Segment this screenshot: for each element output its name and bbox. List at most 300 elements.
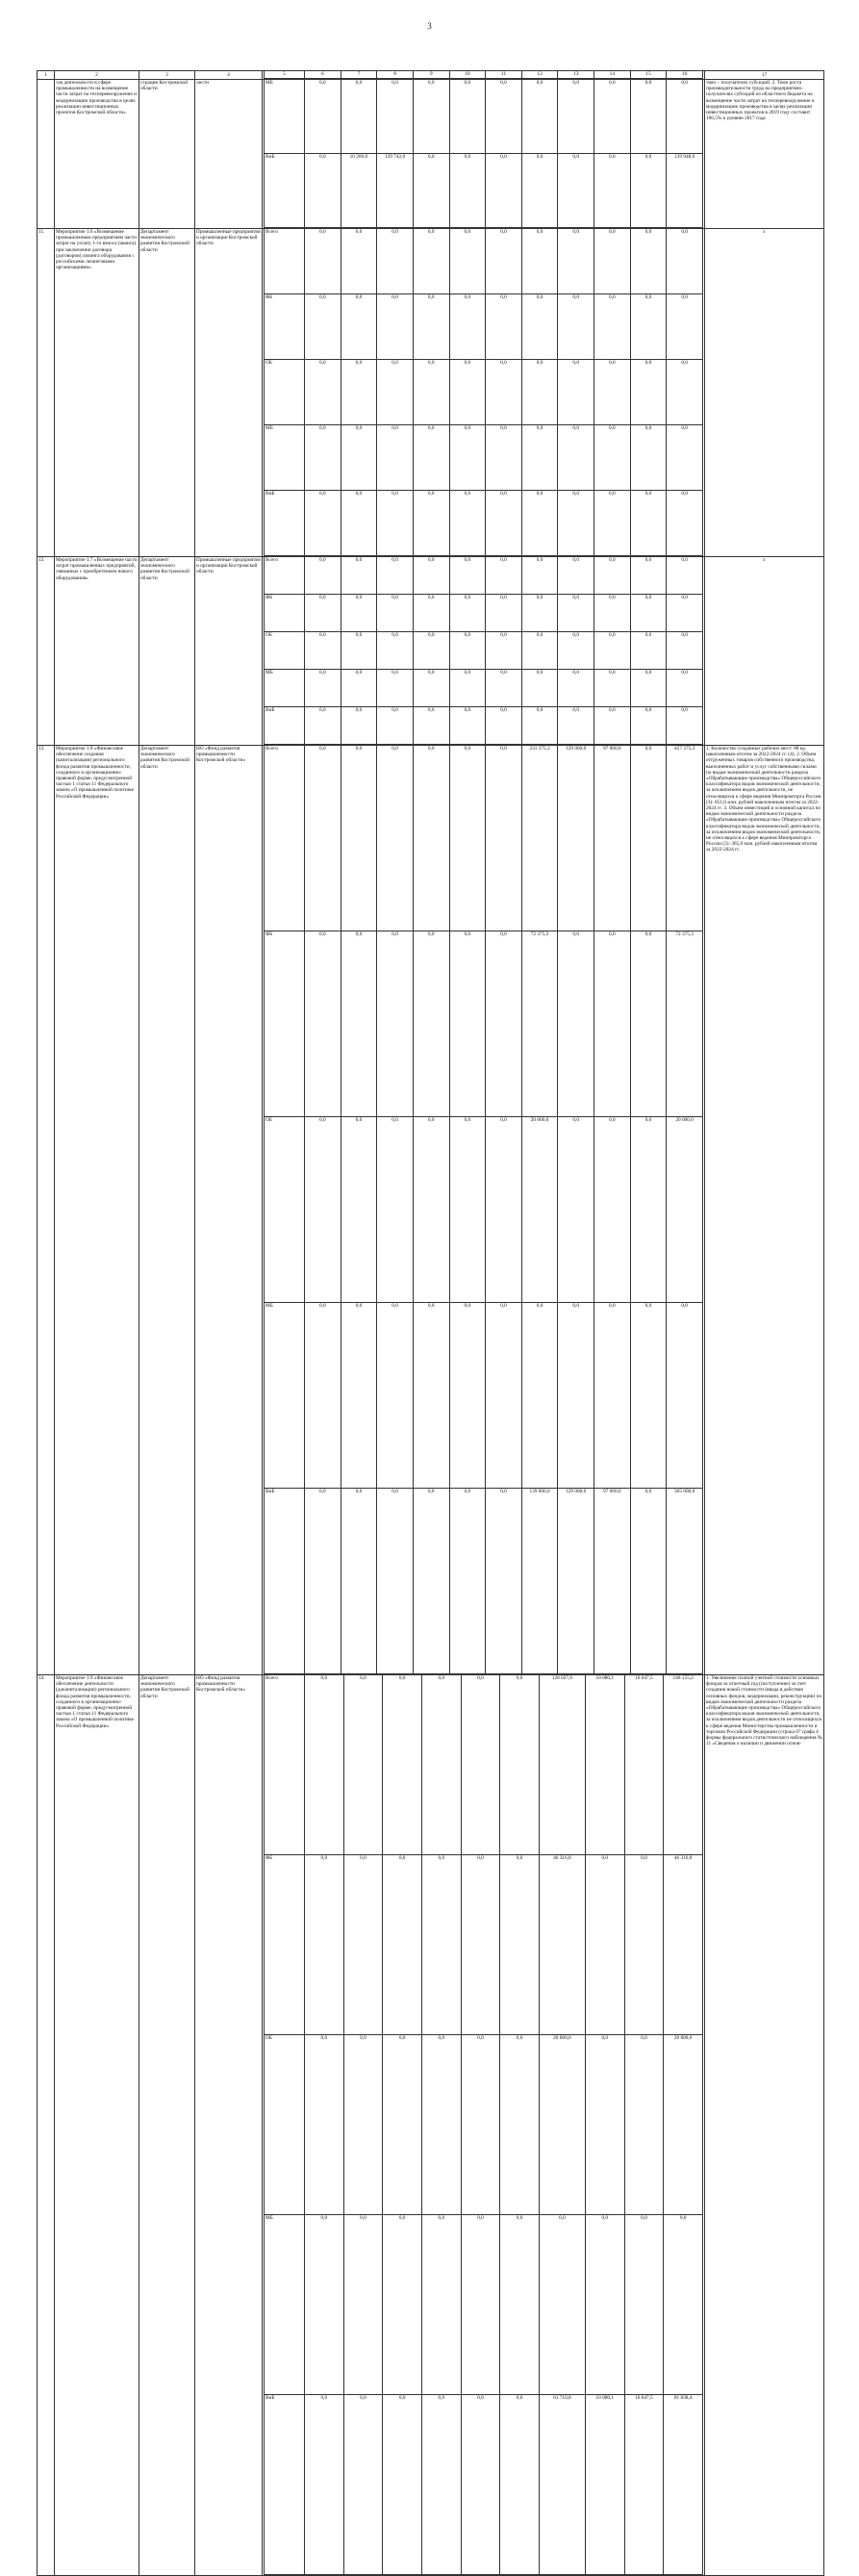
value: 0,0	[585, 2035, 624, 2215]
values-cell	[263, 80, 705, 229]
source-label: Всего	[265, 557, 305, 595]
value-row	[265, 80, 703, 154]
value: 0,0	[594, 931, 631, 1117]
value: 0,0	[341, 80, 377, 154]
header-cell: 1	[38, 71, 55, 80]
value: 0,0	[305, 2395, 344, 2575]
measure-cell: так деятельности в сфере промышленности на возмещение части затрат на техперевооружение и модернизацию производства в целях реализации инвестиционных проектов Костромской области»	[55, 80, 139, 229]
value: 0,0	[461, 1675, 500, 1855]
value-row	[265, 1675, 703, 1855]
value: 72 375,3	[667, 931, 703, 1117]
value: 0,0	[521, 557, 558, 595]
header-numbers	[263, 71, 705, 80]
value: 0,0	[377, 707, 414, 745]
value: 0,0	[377, 80, 414, 154]
value-row	[265, 425, 703, 491]
value: 0,0	[521, 632, 558, 670]
value: 0,0	[667, 632, 703, 670]
value: 0,0	[341, 595, 377, 632]
value: 0,0	[383, 2395, 422, 2575]
measure-cell: Мероприятие 1.7 «Возмещение части затрат промышленных предприятий, связанных с приобретением нового оборудования»	[55, 557, 139, 746]
value: 0,0	[667, 425, 703, 491]
source-label: ФБ	[265, 294, 305, 360]
value-row	[265, 1855, 703, 2035]
value: 0,0	[413, 154, 449, 228]
value: 0,0	[341, 746, 377, 931]
value-row	[265, 491, 703, 556]
value: 0,0	[486, 746, 522, 931]
header-cell: 17	[705, 71, 824, 80]
value: 0,0	[594, 670, 631, 707]
values-cell	[263, 1675, 705, 2576]
value: 0,0	[486, 931, 522, 1117]
value: 0,0	[585, 1855, 624, 2035]
header-cell: 9	[413, 71, 449, 79]
value: 0,0	[341, 360, 377, 425]
value: 0,0	[421, 2215, 461, 2395]
value: 0,0	[421, 1855, 461, 2035]
value: 0,0	[305, 491, 341, 556]
value: 0,0	[461, 2035, 500, 2215]
value: 72 375,3	[521, 931, 558, 1117]
value: 97 000,0	[594, 746, 631, 931]
value: 0,0	[341, 931, 377, 1117]
value: 20 000,0	[521, 1117, 558, 1303]
value: 0,0	[630, 491, 667, 556]
value: 0,0	[630, 595, 667, 632]
value: 0,0	[413, 670, 449, 707]
value: 0,0	[449, 632, 486, 670]
value: 0,0	[305, 1117, 341, 1303]
header-cell: 8	[377, 71, 414, 79]
value: 0,0	[558, 632, 594, 670]
table-row	[38, 1675, 824, 2576]
table-row	[38, 80, 824, 229]
value: 61 710,8	[539, 2395, 585, 2575]
value: 0,0	[521, 80, 558, 154]
row-number: 11.	[38, 229, 55, 557]
source-label: ОБ	[265, 1117, 305, 1303]
value: 0,0	[624, 1855, 664, 2035]
value: 129 742,0	[377, 154, 414, 228]
value: 0,0	[558, 425, 594, 491]
page-number: 3	[427, 21, 432, 31]
value: 0,0	[594, 154, 631, 228]
measure-cell: Мероприятие 1.6 «Возмещение промышленным предприятиям части затрат на уплату 1-го взноса (аванса) при заключении договора (договоров) лизинга оборудования с российскими лизинговыми организациями»	[55, 229, 139, 557]
value: 0,0	[630, 80, 667, 154]
participants-cell: НО «Фонд развития промышленности Костромской области»	[195, 1675, 263, 2576]
table-row	[38, 746, 824, 1675]
value: 0,0	[667, 294, 703, 360]
value: 0,0	[624, 2035, 664, 2215]
value: 0,0	[413, 557, 449, 595]
value: 0,0	[413, 1489, 449, 1674]
value: 0,0	[413, 425, 449, 491]
executor-cell: Департамент экономического развития Костромской области	[139, 1675, 195, 2576]
value: 0,0	[305, 707, 341, 745]
value: 0,0	[305, 746, 341, 931]
table-row	[38, 557, 824, 746]
value: 0,0	[341, 557, 377, 595]
result-cell: 1. Количество созданных рабочих мест: 88 ед. накопленным итогом за 2022-2024 гг. (4). 2. Объем отгруженных товаров собственного производства, выполненных работ и услуг собственными силами по видам экономической деятельности раздела «Обрабатывающие производства» Общероссийского классификатора видов экономической деятельности, за исключением видов деятельности, не относящихся к сфере ведения Минпромторга России (3): 851,0 млн. рублей накопленным итогом за 2022-2024 гг. 3. Объем инвестиций в основной капитал по видам экономической деятельности раздела «Обрабатывающие производства» Общероссийского классификатора видов экономической деятельности, за исключением видов экономической деятельности, не относящихся к сфере ведения Минпромторга России (3): 365,0 млн. рублей накопленным итогом за 2022-2024 гг.	[705, 746, 824, 1675]
value: 0,0	[486, 595, 522, 632]
value: 0,0	[377, 425, 414, 491]
header-row	[38, 71, 824, 80]
source-label: ВнБ	[265, 707, 305, 745]
value: 0,0	[449, 491, 486, 556]
source-label: ОБ	[265, 360, 305, 425]
value: 0,0	[377, 746, 414, 931]
value: 0,0	[305, 670, 341, 707]
header-cell: 5	[265, 71, 305, 79]
value: 0,0	[630, 294, 667, 360]
value: 0,0	[500, 2215, 540, 2395]
value: 139 000,0	[521, 1489, 558, 1674]
value: 0,0	[449, 557, 486, 595]
value: 0,0	[667, 595, 703, 632]
value: 0,0	[594, 294, 631, 360]
value: 0,0	[413, 931, 449, 1117]
value: 0,0	[343, 1675, 383, 1855]
value: 0,0	[486, 229, 522, 294]
value: 0,0	[594, 707, 631, 745]
executor-cell: Департамент экономического развития Костромской области	[139, 229, 195, 557]
value-row	[265, 294, 703, 360]
value: 10 206,0	[341, 154, 377, 228]
value: 0,0	[305, 425, 341, 491]
source-label: ОБ	[265, 632, 305, 670]
executor-cell: Департамент экономического развития Костромской области	[139, 746, 195, 1675]
value: 0,0	[413, 491, 449, 556]
value: 0,0	[521, 425, 558, 491]
value: 0,0	[449, 1489, 486, 1674]
value: 20 000,0	[539, 2035, 585, 2215]
value: 0,0	[449, 294, 486, 360]
value: 0,0	[449, 425, 486, 491]
value: 0,0	[377, 360, 414, 425]
source-label: ВнБ	[265, 1489, 305, 1674]
value: 46 316,8	[664, 1855, 703, 2035]
participants-cell: Промышленные предприятия и организации Костромской области	[195, 557, 263, 746]
value: 0,0	[558, 1303, 594, 1489]
value-row	[265, 1489, 703, 1674]
value: 81 838,4	[664, 2395, 703, 2575]
source-label: МБ	[265, 670, 305, 707]
header-cell: 10	[449, 71, 486, 79]
source-label: Всего	[265, 1675, 305, 1855]
value: 0,0	[413, 707, 449, 745]
value-row	[265, 2035, 703, 2215]
value: 0,0	[500, 2395, 540, 2575]
source-label: ВнБ	[265, 154, 305, 228]
value: 148 155,2	[664, 1675, 703, 1855]
value: 128 027,6	[539, 1675, 585, 1855]
value: 0,0	[305, 294, 341, 360]
source-label: ВнБ	[265, 2395, 305, 2575]
row-number: 14.	[38, 1675, 55, 2576]
row-number: 13.	[38, 746, 55, 1675]
value: 0,0	[305, 1489, 341, 1674]
values-cell	[263, 557, 705, 746]
source-label: МБ	[265, 80, 305, 154]
value: 0,0	[667, 670, 703, 707]
value: 0,0	[377, 491, 414, 556]
value: 0,0	[630, 1303, 667, 1489]
value: 0,0	[449, 931, 486, 1117]
value: 0,0	[305, 2035, 344, 2215]
value: 0,0	[343, 1855, 383, 2035]
value: 0,0	[594, 491, 631, 556]
value: 0,0	[594, 425, 631, 491]
value: 0,0	[383, 2215, 422, 2395]
source-label: ВнБ	[265, 491, 305, 556]
value: 0,0	[305, 2215, 344, 2395]
value: 0,0	[486, 670, 522, 707]
value: 0,0	[558, 491, 594, 556]
row-number	[38, 80, 55, 229]
value: 0,0	[630, 425, 667, 491]
value: 0,0	[449, 670, 486, 707]
value: 0,0	[305, 229, 341, 294]
value-row	[265, 1303, 703, 1489]
value: 46 316,8	[539, 1855, 585, 2035]
value: 0,0	[377, 1489, 414, 1674]
value: 0,0	[413, 294, 449, 360]
result-cell: тиях – получателях субсидий. 2. Темп роста производительности труда на предприятиях-получателях субсидий из областного бюджета на возмещение части затрат на техперевооружение и модернизацию производства в целях реализации инвестиционных проектов в 2019 году составит 106,5% к уровню 2017 года	[705, 80, 824, 229]
value: 0,0	[630, 360, 667, 425]
value: 0,0	[558, 229, 594, 294]
value-row	[265, 1117, 703, 1303]
value: 457 375,3	[667, 746, 703, 931]
value: 0,0	[486, 1303, 522, 1489]
value: 0,0	[521, 595, 558, 632]
value: 0,0	[377, 294, 414, 360]
value: 0,0	[449, 80, 486, 154]
value: 0,0	[486, 707, 522, 745]
value: 0,0	[667, 80, 703, 154]
source-label: ФБ	[265, 595, 305, 632]
value: 0,0	[594, 1117, 631, 1303]
result-cell: 1. Увеличение полной учетной стоимости основных фондов за отчетный год (поступление) за счет создания новой стоимости (ввода в действие основных фондов, модернизации, реконструкции) по видам экономической деятельности раздела «Обрабатывающие производства» Общероссийского классификатора видов экономической деятельности, за исключением видов деятельности не относящихся к сфере ведения Министерства промышленности и торговли Российской Федерации (строка 07 графа 4 формы федерального статистического наблюдения № 11 «Сведения о наличии и движении основ-	[705, 1675, 824, 2576]
value: 0,0	[558, 707, 594, 745]
value: 0,0	[594, 632, 631, 670]
value: 0,0	[383, 2035, 422, 2215]
values-cell	[263, 229, 705, 557]
value: 10 047,5	[624, 2395, 664, 2575]
value: 0,0	[461, 2395, 500, 2575]
value: 0,0	[521, 1303, 558, 1489]
value: 0,0	[664, 2215, 703, 2395]
value: 0,0	[630, 632, 667, 670]
value: 0,0	[667, 707, 703, 745]
value: 10 047,5	[624, 1675, 664, 1855]
value: 0,0	[377, 557, 414, 595]
value: 0,0	[305, 557, 341, 595]
value: 0,0	[377, 229, 414, 294]
value: 0,0	[521, 707, 558, 745]
value: 0,0	[594, 557, 631, 595]
value: 0,0	[486, 557, 522, 595]
header-cell: 2	[55, 71, 139, 80]
header-cell: 12	[521, 71, 558, 79]
value: 0,0	[449, 746, 486, 931]
source-label: МБ	[265, 1303, 305, 1489]
value-row	[265, 746, 703, 931]
header-cell: 15	[630, 71, 667, 79]
value: 0,0	[486, 1489, 522, 1674]
value: 365 000,0	[667, 1489, 703, 1674]
value: 0,0	[558, 360, 594, 425]
value: 0,0	[449, 1117, 486, 1303]
value: 0,0	[341, 491, 377, 556]
value: 0,0	[413, 1117, 449, 1303]
header-cell: 13	[558, 71, 594, 79]
source-label: МБ	[265, 2215, 305, 2395]
value: 0,0	[343, 2395, 383, 2575]
value: 0,0	[486, 154, 522, 228]
value: 0,0	[377, 670, 414, 707]
value: 0,0	[630, 746, 667, 931]
value: 0,0	[449, 154, 486, 228]
value: 0,0	[305, 1855, 344, 2035]
value: 0,0	[421, 2035, 461, 2215]
value: 0,0	[486, 1117, 522, 1303]
value: 10 080,1	[585, 2395, 624, 2575]
executor-cell: Департамент экономического развития Костромской области	[139, 557, 195, 746]
header-cell: 6	[305, 71, 341, 79]
value: 0,0	[667, 491, 703, 556]
value: 0,0	[413, 746, 449, 931]
value: 0,0	[486, 632, 522, 670]
source-label: ФБ	[265, 931, 305, 1117]
header-cell: 16	[667, 71, 703, 79]
header-cell: 11	[486, 71, 522, 79]
value: 0,0	[594, 1303, 631, 1489]
source-label: Всего	[265, 229, 305, 294]
value: 0,0	[413, 595, 449, 632]
value: 0,0	[377, 632, 414, 670]
value: 0,0	[521, 229, 558, 294]
value: 0,0	[341, 1117, 377, 1303]
value: 0,0	[486, 360, 522, 425]
value: 0,0	[305, 1303, 341, 1489]
value: 0,0	[341, 1303, 377, 1489]
value: 0,0	[305, 632, 341, 670]
value: 0,0	[539, 2215, 585, 2395]
value: 0,0	[341, 707, 377, 745]
value: 0,0	[305, 80, 341, 154]
budget-table	[37, 70, 824, 2576]
value: 0,0	[343, 2035, 383, 2215]
value: 0,0	[558, 1117, 594, 1303]
value: 0,0	[630, 154, 667, 228]
participants-cell: листи	[195, 80, 263, 229]
result-cell: х	[705, 229, 824, 557]
value-row	[265, 670, 703, 707]
value: 0,0	[383, 1855, 422, 2035]
value: 0,0	[341, 632, 377, 670]
value: 0,0	[521, 360, 558, 425]
value: 0,0	[558, 154, 594, 228]
value: 0,0	[558, 80, 594, 154]
value: 0,0	[500, 2035, 540, 2215]
value: 20 000,0	[667, 1117, 703, 1303]
value: 0,0	[667, 360, 703, 425]
value: 0,0	[377, 931, 414, 1117]
header-cell: 3	[139, 71, 195, 80]
value-row	[265, 2215, 703, 2395]
value: 0,0	[667, 1303, 703, 1489]
value-row	[265, 360, 703, 425]
value: 0,0	[558, 557, 594, 595]
value: 0,0	[521, 670, 558, 707]
row-number: 12.	[38, 557, 55, 746]
value: 0,0	[500, 1675, 540, 1855]
source-label: ОБ	[265, 2035, 305, 2215]
value: 0,0	[341, 425, 377, 491]
value-row	[265, 2395, 703, 2575]
header-cell: 14	[594, 71, 631, 79]
value-row	[265, 931, 703, 1117]
value: 0,0	[305, 931, 341, 1117]
value: 0,0	[377, 1303, 414, 1489]
result-cell: х	[705, 557, 824, 746]
value: 0,0	[630, 707, 667, 745]
value: 20 000,0	[664, 2035, 703, 2215]
value: 0,0	[461, 1855, 500, 2035]
value: 0,0	[461, 2215, 500, 2395]
value-row	[265, 229, 703, 294]
value: 0,0	[421, 1675, 461, 1855]
value: 0,0	[341, 670, 377, 707]
value: 0,0	[630, 229, 667, 294]
value: 0,0	[449, 595, 486, 632]
value: 0,0	[594, 80, 631, 154]
value: 0,0	[630, 557, 667, 595]
value: 129 000,0	[558, 1489, 594, 1674]
value-row	[265, 707, 703, 745]
value: 0,0	[521, 491, 558, 556]
executor-cell: страции Костромской области	[139, 80, 195, 229]
value: 0,0	[343, 2215, 383, 2395]
measure-cell: Мероприятие 1.9 «Финансовое обеспечение деятельности (докапитализации) регионального фонда развития промышленности, созданного в организационно-правовой форме, предусмотренной частью 1 статьи 11 Федерального закона «О промышленной политике Российской Федерации»	[55, 1675, 139, 2576]
value: 0,0	[630, 1489, 667, 1674]
value: 0,0	[667, 557, 703, 595]
value: 0,0	[341, 1489, 377, 1674]
value: 0,0	[377, 595, 414, 632]
value: 0,0	[486, 425, 522, 491]
value: 0,0	[449, 707, 486, 745]
table-row	[38, 229, 824, 557]
value: 0,0	[486, 491, 522, 556]
values-cell	[263, 746, 705, 1675]
measure-cell: Мероприятие 1.8 «Финансовое обеспечение создания (капитализации) регионального фонда развития промышленности, созданного в организационно-правовой форме, предусмотренной частью 1 статьи 11 Федерального закона «О промышленной политике Российской Федерации»	[55, 746, 139, 1675]
value: 0,0	[421, 2395, 461, 2575]
value: 0,0	[413, 632, 449, 670]
value: 0,0	[486, 294, 522, 360]
value: 0,0	[341, 294, 377, 360]
value: 0,0	[521, 154, 558, 228]
value-row	[265, 154, 703, 228]
value: 0,0	[558, 294, 594, 360]
value: 0,0	[558, 595, 594, 632]
header-cell: 4	[195, 71, 263, 80]
header-cell: 7	[341, 71, 377, 79]
value-row	[265, 595, 703, 632]
value: 0,0	[521, 294, 558, 360]
value: 0,0	[449, 360, 486, 425]
value: 0,0	[413, 229, 449, 294]
